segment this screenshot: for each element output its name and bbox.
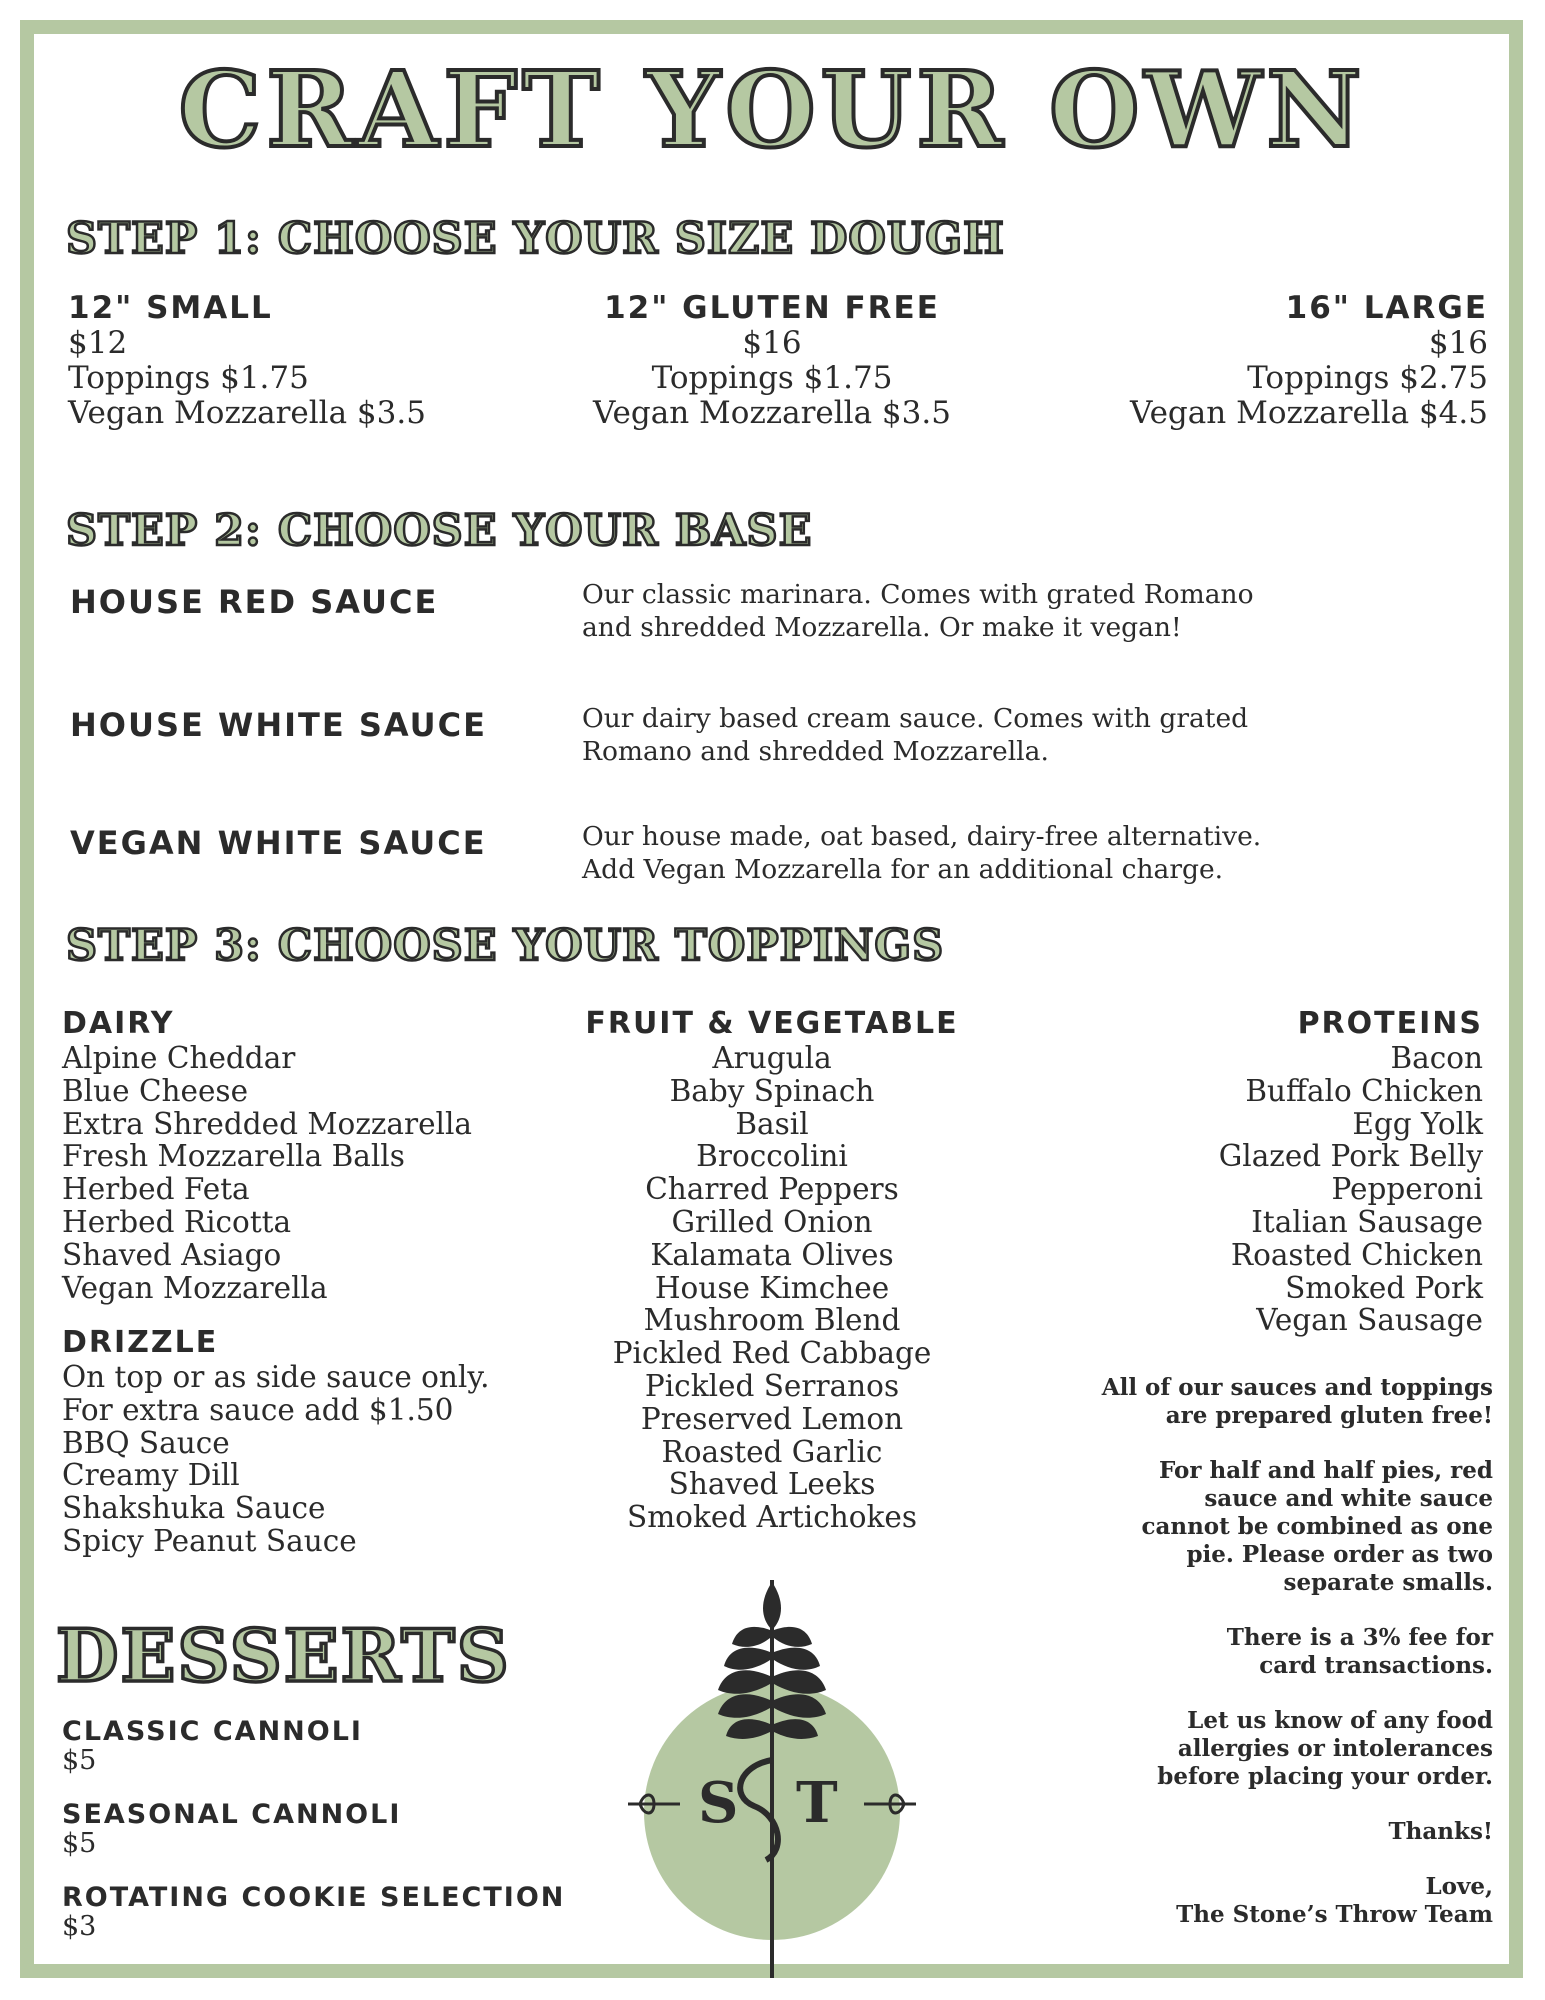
base-red-description bbox=[582, 578, 1254, 644]
list-item: Broccolini bbox=[696, 1139, 848, 1174]
list-item: Smoked Pork bbox=[1285, 1270, 1483, 1305]
dessert-name: CLASSIC CANNOLI bbox=[62, 1716, 363, 1747]
list-item: Pickled Red Cabbage bbox=[612, 1336, 932, 1371]
dessert-price: $3 bbox=[62, 1911, 97, 1942]
fruit-veg-title: FRUIT & VEGETABLE bbox=[585, 1006, 959, 1041]
size-vegan-price: Vegan Mozzarella $3.5 bbox=[68, 395, 426, 431]
step1-heading: STEP 1: CHOOSE YOUR SIZE DOUGH bbox=[66, 214, 1005, 264]
size-toppings-price: Toppings $1.75 bbox=[68, 360, 309, 396]
step2-heading: STEP 2: CHOOSE YOUR BASE bbox=[66, 506, 813, 556]
list-item: Buffalo Chicken bbox=[1245, 1073, 1483, 1108]
list-item: Vegan Sausage bbox=[1256, 1303, 1483, 1338]
size-name: 12" SMALL bbox=[68, 290, 273, 326]
base-vegan-name: VEGAN WHITE SAUCE bbox=[70, 824, 487, 862]
proteins-column bbox=[1063, 1006, 1483, 1337]
list-item: Egg Yolk bbox=[1352, 1106, 1483, 1141]
list-item: Baby Spinach bbox=[669, 1073, 875, 1108]
dessert-name: ROTATING COOKIE SELECTION bbox=[62, 1882, 566, 1913]
list-item: Kalamata Olives bbox=[650, 1237, 894, 1272]
list-item: Herbed Feta bbox=[62, 1172, 250, 1207]
list-item: Extra Shredded Mozzarella bbox=[62, 1106, 473, 1141]
list-item: For extra sauce add $1.50 bbox=[62, 1392, 454, 1427]
list-item: Roasted Garlic bbox=[661, 1434, 883, 1469]
size-price: $16 bbox=[742, 325, 802, 361]
list-item: Bacon bbox=[1390, 1041, 1483, 1075]
gluten-note: All of our sauces and toppings are prepared gluten free! bbox=[1101, 1374, 1493, 1429]
list-item: Italian Sausage bbox=[1251, 1204, 1483, 1239]
thanks-note: Thanks! bbox=[1388, 1818, 1493, 1845]
list-item: Basil bbox=[735, 1106, 809, 1141]
list-item: Shakshuka Sauce bbox=[62, 1491, 326, 1526]
size-vegan-price: Vegan Mozzarella $3.5 bbox=[593, 395, 951, 431]
list-item: Smoked Artichokes bbox=[627, 1500, 917, 1535]
base-vegan-description bbox=[582, 820, 1261, 886]
dairy-title: DAIRY bbox=[62, 1006, 175, 1041]
info-notes bbox=[1033, 1374, 1493, 1956]
dessert-price: $5 bbox=[62, 1745, 97, 1776]
half-and-half-note: For half and half pies, red sauce and white sauce cannot be combined as one pie. Please order as two separate smalls. bbox=[1141, 1457, 1493, 1596]
list-item: Glazed Pork Belly bbox=[1218, 1139, 1483, 1174]
list-item: Grilled Onion bbox=[671, 1204, 873, 1239]
dessert-cookie-selection bbox=[62, 1882, 565, 1940]
dessert-seasonal-cannoli bbox=[62, 1799, 401, 1857]
dessert-price: $5 bbox=[62, 1828, 97, 1859]
signature: Love, The Stone’s Throw Team bbox=[1176, 1873, 1493, 1928]
description-line: Our dairy based cream sauce. Comes with grated bbox=[582, 703, 1249, 734]
list-item: Creamy Dill bbox=[62, 1458, 240, 1493]
card-fee-note: There is a 3% fee for card transactions. bbox=[1226, 1624, 1493, 1679]
size-toppings-price: Toppings $1.75 bbox=[651, 360, 893, 396]
list-item: Shaved Asiago bbox=[62, 1237, 282, 1272]
list-item: House Kimchee bbox=[654, 1270, 890, 1305]
desserts-heading: DESSERTS bbox=[56, 1613, 511, 1698]
list-item: Charred Peppers bbox=[645, 1172, 899, 1207]
step3-heading: STEP 3: CHOOSE YOUR TOPPINGS bbox=[66, 921, 945, 971]
size-vegan-price: Vegan Mozzarella $4.5 bbox=[1130, 395, 1488, 431]
list-item: Roasted Chicken bbox=[1230, 1237, 1483, 1272]
description-line: Our classic marinara. Comes with grated Romano bbox=[582, 579, 1254, 610]
page-title: CRAFT YOUR OWN bbox=[178, 48, 1367, 171]
size-large bbox=[968, 290, 1488, 431]
description-line: Romano and shredded Mozzarella. bbox=[582, 736, 1049, 767]
size-name: 12" GLUTEN FREE bbox=[604, 290, 940, 326]
description-line: and shredded Mozzarella. Or make it vegan! bbox=[582, 612, 1182, 643]
base-white-description bbox=[582, 702, 1248, 768]
list-item: Mushroom Blend bbox=[643, 1303, 901, 1338]
size-toppings-price: Toppings $2.75 bbox=[1247, 360, 1488, 396]
list-item: Fresh Mozzarella Balls bbox=[62, 1139, 405, 1174]
fruit-veg-column bbox=[522, 1006, 1022, 1534]
base-white-name: HOUSE WHITE SAUCE bbox=[70, 706, 487, 744]
size-price: $16 bbox=[1428, 325, 1488, 361]
list-item: Preserved Lemon bbox=[640, 1401, 904, 1436]
size-gluten-free bbox=[512, 290, 1032, 431]
list-item: Pickled Serranos bbox=[644, 1368, 900, 1403]
dessert-classic-cannoli bbox=[62, 1716, 363, 1774]
size-name: 16" LARGE bbox=[1285, 290, 1488, 326]
stones-throw-logo bbox=[620, 1560, 930, 1980]
size-price: $12 bbox=[68, 325, 128, 361]
logo-letter-t: T bbox=[796, 1770, 838, 1836]
allergy-note: Let us know of any food allergies or intolerances before placing your order. bbox=[1157, 1707, 1493, 1790]
list-item: Alpine Cheddar bbox=[62, 1041, 296, 1075]
list-item: Shaved Leeks bbox=[668, 1467, 876, 1502]
drizzle-title: DRIZZLE bbox=[62, 1325, 219, 1360]
dairy-column bbox=[62, 1006, 472, 1304]
list-item: Vegan Mozzarella bbox=[62, 1270, 328, 1305]
list-item: Herbed Ricotta bbox=[62, 1204, 292, 1239]
logo-letter-s: S bbox=[698, 1770, 739, 1836]
description-line: Our house made, oat based, dairy-free alternative. bbox=[582, 821, 1262, 852]
list-item: Spicy Peanut Sauce bbox=[62, 1523, 357, 1558]
list-item: BBQ Sauce bbox=[62, 1425, 230, 1460]
list-item: Pepperoni bbox=[1331, 1172, 1483, 1207]
drizzle-column bbox=[62, 1325, 489, 1558]
list-item: Arugula bbox=[712, 1041, 832, 1075]
list-item: Blue Cheese bbox=[62, 1073, 249, 1108]
size-small bbox=[68, 290, 588, 431]
description-line: Add Vegan Mozzarella for an additional charge. bbox=[582, 854, 1224, 885]
proteins-title: PROTEINS bbox=[1297, 1006, 1483, 1041]
dessert-name: SEASONAL CANNOLI bbox=[62, 1799, 402, 1830]
base-red-name: HOUSE RED SAUCE bbox=[70, 583, 439, 621]
list-item: On top or as side sauce only. bbox=[62, 1360, 490, 1394]
